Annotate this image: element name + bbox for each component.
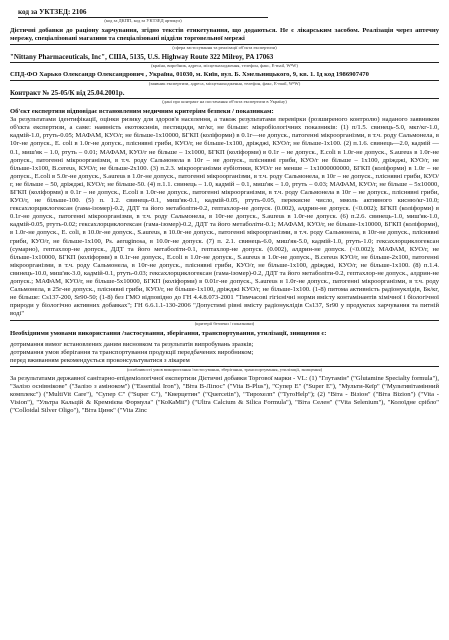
code-section	[18, 8, 439, 24]
conditions-section	[10, 330, 439, 372]
conditions-caption: (особливості умов використання /застосування, зберігання, транспортування, утилізації, знищення)	[126, 366, 323, 372]
product-section	[10, 27, 439, 50]
applicant-caption: (заявник експертизи, адреса, місцезнаходження, телефон, факс, E-mail, W³W)	[148, 80, 301, 86]
contract-caption: (дані про контракт на постачання об'єкта експертизи в Україну)	[162, 99, 287, 105]
safety-caption: (критерії безпеки / показники)	[194, 320, 255, 326]
manufacturer-caption: (країна, виробник, адреса, місцезнаходження, телефон, факс, E-mail, W³W)	[151, 62, 298, 68]
conditions-heading: Необхідними умовами використання /застосування, зберігання, транспортування, утилізації, знищення є:	[10, 329, 327, 337]
manufacturer-text: "Nittany Pharmaceuticals, Inc", США, 5135, U.S. Highway Route 322 Milroy, PA 17063	[10, 52, 274, 61]
contract-text: Контракт № 25-05/К від 25.04.2001р.	[10, 88, 125, 97]
manufacturer-section	[10, 53, 439, 68]
conditions-line-3: перед вживанням рекомендується проконсультуватися з лікарем	[10, 356, 190, 364]
conditions-line-1: дотримання вимог встановлених даним висновком та результатів випробувань зразків;	[10, 340, 254, 348]
conditions-line-2: дотримання умов зберігання та транспортування продукції передбачених виробником;	[10, 348, 254, 356]
safety-heading: Об'єкт експертизи відповідає встановленим медичним критеріям безпеки / показникам:	[10, 108, 274, 116]
results-section	[10, 375, 439, 415]
product-text: Дієтичні добавки до раціону харчування, згідно текстів етикетування, що додаються. Не є лікарським засобом. Реалізація через аптечну мережу, спеціалізовані магазини та спеціалізовані відділи торговельної мережі	[10, 26, 439, 42]
results-text: За результатами державної санітарно-епідеміологічної експертизи Дієтичні добавки Торгової марки - VL: (1) "Глутамін" ("Glutamine Specialty formula"), "Залізо оснівнікове" ("Залізо з аміноком") ("Essential Iron"), "Віта В-Ліпос" ("Vita B-Plus"), "Супер Е" ("Super E"), "Мульти-Кеїр" ("Мультивітамінний комплекс") ("MultiVit Care"), "Супер С" ("Super C"), "Кверцетин" ("Quercetin"), "Тирохелп" ("TyroHelp"); (2) "Віта - Візіон" ("Віта Bizion") ("Vita - Vision"), "Ультра Кальцій & Кремнієва Формула" ("КоКаМії") ("Ultra Calcium & Silica Formula"), "Віта Селен" ("Vita Selenium"), "Колоїдне срібло" ("Colloidal Silver Oligo"), "Віта Цинк" ("Vita Zinc	[10, 374, 439, 415]
contract-section	[10, 89, 439, 104]
code-line	[18, 8, 439, 16]
code-caption: (код за ДКПП, код за УКТЗЕД артикул)	[104, 18, 182, 24]
safety-section	[10, 108, 439, 325]
product-caption: (сфера застосування та реалізації об'єкта експертизи)	[172, 44, 277, 50]
applicant-section	[10, 71, 439, 86]
applicant-text: СПД-ФО Харько Олександр Олександрович , Україна, 01030, м. Київ, вул. Б. Хмельницького, 9, кв. 1. Ід код 1986907470	[10, 70, 369, 78]
safety-body: За результатами ідентифікації, оцінки ризику для здоров'я населення, а також результатами перевірки (розширеного контролю) наданого заявником об'єкта експертизи, а саме: наявність екотоксинів, пестициди, мг/кг, не більше: мікробіологічних показників: (1) п/1.5. свинець-5.0, мкг/кг-1.0, кадмій-1.0, ртуть-0.05; МАФАМ, КУО/г, не більше-1х10000, БГКП (коліформи) в 0.1г—не допуск., патогенні мікроорганізми, в т.ч. роду Сальмонела, в 10г-не допуск., E. coli в 1.0г-не допуск., пліснявні гриби, КУО/г, не більше-1х100, дріжджі, КУО/г, не більше-1х100. (2) п.1.6. свинець—2.0, кадмій —0.1, миш'як – 1.0, ртуть – 0.01; МАФАМ, КУО/г не більше – 1х1000, БГКП (коліформи) в 0.1г – не допуск., E.coli в 1.0г-не допуск., S.aureus в 1.0г-не допуск., патогенні мікроорганізми, в т.ч. роду Сальмонела в 10г – не допуск., пліснявні гриби, КУО/г не більше – 1х100, дріжджі, КУО/г, не більше-1х100, B.cereus, КУО/г, не більше-2х100. (3) п.2.3. мікроорганізми еубіотики, КУО/г не менше – 1х1000000000, БГКП (коліформи) в 1.0г – не допуск., E.coli в 5.0г-не допуск., S.aureus в 1.0г-не допуск., патогенні мікроорганізми, в т.ч. роду Сальмонела, в 10г – не допуск., пліснявні гриби, КУО/г, не більше – 50, дріжджі, КУО/г, не більше-50. (4) п.1.1. свинець – 1.0, кадмій – 0.1, миш'як – 1.0, ртуть – 0.03; МАФАМ, КУО/г, не більше – 5х10000, БГКП (коліформи) в 0.1г – не допуск., E.coli в 1.0г-не допуск., патогенні мікроорганізми, в т.ч. роду Сальмонела в 10г – не допуск., пліснявні гриби, КУО/г, не більше-100. (5) п. 1.2. свинець-0.1, миш'як-0.1, кадмій-0.05, ртуть-0.05, перекисне число, ммоль активного кисню/кг-10.0; гексахлорциклогексан (гама-ізомер)-0.2, ДДТ та його метаболіти-0.2, гептахлор-не допуск. (0.002), алдрин-не допуск. (<0.002); БГКП (коліформи) в 0.1г-не допуск., патогенні мікроорганізми, в т.ч. роду Сальмонела, в 10г-не допуск., S.aureus в 1.0г-не допуск. (6) п.2.6. свинець-1.0, миш'як-1.0, кадмій-0.05, ртуть-0.02; гексахлорциклогексан (гама-ізомер)-0.2, ДДТ та його метаболіти-0.1; МАФАМ, КУО/г, не більше-1х10000, БГКП (коліформи), в 1.0г-не допуск., E. coli, в 10.0г-не допуск., S.aureus, в 10.0г-не допуск., патогенні мікроорганізми, в т.ч. роду Сальмонела, в 10г-не допуск., пліснявні гриби, КУО/г, не більше-1х100, Ps. aeruginosa, в 10.0г-не допуск. (7) п. 2.1. свинець-6.0, миш'як-5.0, кадмій-1.0, ртуть-1.0; гексахлорциклогексан (сумарно), гептахлор-не допуск., ДДТ та його метаболіти-0.1, гептахлор-не допуск. (0.002), алдрин-не допуск. (<0.002); МАФАМ, КУО/г, не більше-1х10000, БГКП (коліформи) в 0.1г-не допуск., E.coli в 1.0г-не допуск., S.aureus в 1.0г-не допуск., B.cereus КУО/г, не більше-2х100, патогенні мікроорганізми, в т.ч. роду Сальмонела, в 10г-не допуск., пліснявні гриби, КУО/г, не більше-1х100, дріжджі, КУО/г, не більше-1х100. (8) п.1.4. свинець-10.0, миш'як-3.0, кадмій-0.1, ртуть-0.03; гексахлорциклогексан (гама-ізомер)-0.2, ДДТ та його метаболіти-0.2, гептахлор-не допуск., алдрин-не допуск.; МАФАМ, КУО/г, не більше-5х10000, БГКП (коліформи) в 0.01г-не допуск., S.aureus в 1.0г-не допуск., патогенні мікроорганізми, в т.ч. роду Сальмонела, в 25г-не допуск., пліснявні гриби, КУО/г, не більше-1х100, дріжджі КУО/г, не більше-1х100. (1-8) питома активність радіонуклідів, Бк/кг, не більше: Cs137-200, Sr90-50; (1-8) без ГМО відповідно до ГН 4.4.8.073-2001 "Тимчасові гігієнічні норми вмісту контамінантів хімічної і біологічної природи у біологічно активних добавках"; ГН 6.6.1.1-130-2006 "Допустимі рівні вмісту радіонуклідів Cs137, Sr90 у продуктах харчування та питній воді"	[10, 116, 439, 318]
code-text: код за УКТЗЕД: 2106	[18, 8, 87, 16]
